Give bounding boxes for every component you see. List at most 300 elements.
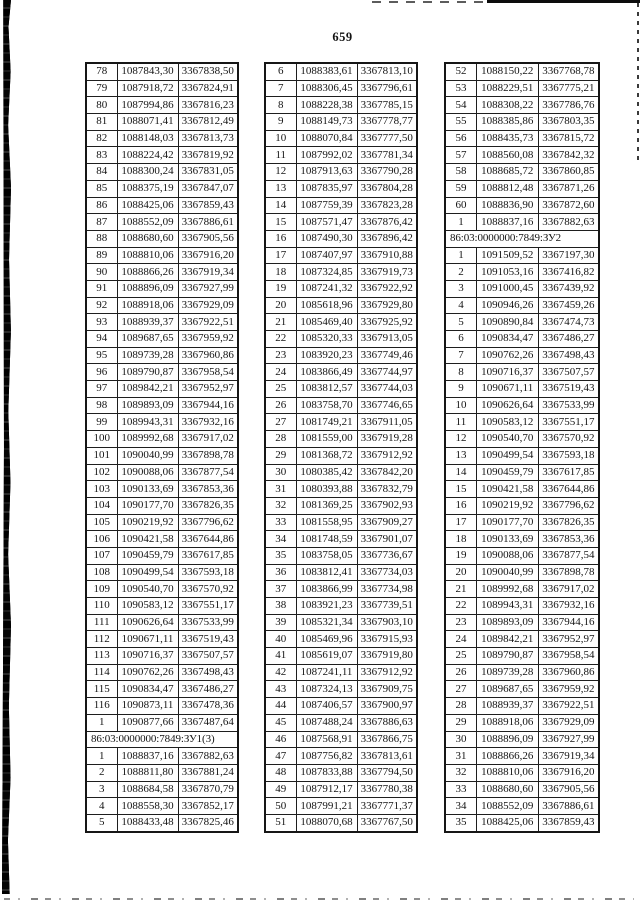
table-row (265, 397, 417, 414)
table-row (86, 130, 238, 147)
coordinate-y: 3367919,80 (357, 648, 417, 665)
table-row (265, 598, 417, 615)
table-row (445, 598, 599, 615)
table-row (265, 447, 417, 464)
coordinate-y: 3367919,34 (178, 264, 238, 281)
table-row (445, 414, 599, 431)
coordinate-y: 3367898,78 (538, 564, 599, 581)
coordinate-y: 3367197,30 (538, 247, 599, 264)
point-number: 32 (265, 497, 296, 514)
coordinate-x: 1089687,65 (476, 681, 538, 698)
point-number: 24 (265, 364, 296, 381)
point-number: 16 (265, 230, 296, 247)
coordinate-x: 1090499,54 (476, 447, 538, 464)
coordinate-table-right (444, 62, 600, 833)
coordinate-y: 3367474,73 (538, 314, 599, 331)
point-number: 17 (445, 514, 476, 531)
point-number: 7 (265, 80, 296, 97)
coordinate-y: 3367785,15 (357, 97, 417, 114)
coordinate-x: 1090219,92 (117, 514, 178, 531)
table-row (445, 531, 599, 548)
point-number: 39 (265, 614, 296, 631)
table-row (265, 698, 417, 715)
coordinate-x: 1090626,64 (476, 397, 538, 414)
point-number: 19 (445, 547, 476, 564)
point-number: 23 (445, 614, 476, 631)
coordinate-x: 1088812,48 (476, 180, 538, 197)
table-row (445, 681, 599, 698)
point-number: 52 (445, 63, 476, 80)
coordinate-x: 1088810,06 (117, 247, 178, 264)
table-row (265, 481, 417, 498)
table-row (86, 397, 238, 414)
table-row (445, 698, 599, 715)
coordinate-y: 3367922,51 (178, 314, 238, 331)
coordinate-x: 1087918,72 (117, 80, 178, 97)
coordinate-x: 1090459,79 (117, 547, 178, 564)
table-row (265, 431, 417, 448)
coordinate-x: 1090583,12 (476, 414, 538, 431)
point-number: 1 (445, 214, 476, 231)
point-number: 45 (265, 714, 296, 731)
coordinate-x: 1085618,96 (296, 297, 357, 314)
point-number: 28 (265, 431, 296, 448)
table-row (445, 381, 599, 398)
parcel-header-row (86, 731, 238, 748)
coordinate-x: 1088918,06 (117, 297, 178, 314)
point-number: 18 (265, 264, 296, 281)
table-row (445, 648, 599, 665)
coordinate-x: 1087991,21 (296, 798, 357, 815)
coordinate-x: 1083920,23 (296, 347, 357, 364)
table-row (86, 764, 238, 781)
table-row (445, 447, 599, 464)
coordinate-y: 3367847,07 (178, 180, 238, 197)
table-row (86, 97, 238, 114)
table-row (445, 614, 599, 631)
coordinate-y: 3367826,35 (178, 497, 238, 514)
table-row (445, 664, 599, 681)
coordinate-x: 1083866,99 (296, 581, 357, 598)
point-number: 5 (445, 314, 476, 331)
coordinate-x: 1088385,86 (476, 114, 538, 131)
point-number: 86 (86, 197, 117, 214)
point-number: 37 (265, 581, 296, 598)
point-number: 102 (86, 464, 117, 481)
coordinate-y: 3367813,61 (357, 748, 417, 765)
coordinate-y: 3367736,67 (357, 547, 417, 564)
coordinate-y: 3367744,97 (357, 364, 417, 381)
coordinate-x: 1088866,26 (117, 264, 178, 281)
point-number: 26 (265, 397, 296, 414)
coordinate-y: 3367815,72 (538, 130, 599, 147)
coordinate-y: 3367919,28 (357, 431, 417, 448)
table-row (86, 547, 238, 564)
point-number: 33 (265, 514, 296, 531)
coordinate-y: 3367796,62 (178, 514, 238, 531)
coordinate-y: 3367901,07 (357, 531, 417, 548)
coordinate-y: 3367877,54 (178, 464, 238, 481)
table-row (265, 97, 417, 114)
coordinate-y: 3367909,27 (357, 514, 417, 531)
table-row (86, 63, 238, 80)
coordinate-y: 3367905,56 (538, 781, 599, 798)
point-number: 6 (265, 63, 296, 80)
coordinate-x: 1088150,22 (476, 63, 538, 80)
coordinate-y: 3367775,21 (538, 80, 599, 97)
coordinate-x: 1090133,69 (476, 531, 538, 548)
coordinate-y: 3367593,18 (178, 564, 238, 581)
table-row (445, 80, 599, 97)
point-number: 79 (86, 80, 117, 97)
point-number: 21 (265, 314, 296, 331)
point-number: 11 (445, 414, 476, 431)
coordinate-x: 1087407,97 (296, 247, 357, 264)
coordinate-y: 3367767,50 (357, 814, 417, 831)
point-number: 43 (265, 681, 296, 698)
coordinate-x: 1081369,25 (296, 497, 357, 514)
coordinate-y: 3367478,36 (178, 698, 238, 715)
table-row (86, 180, 238, 197)
table-row (265, 63, 417, 80)
coordinate-x: 1088680,60 (117, 230, 178, 247)
point-number: 89 (86, 247, 117, 264)
table-row (445, 97, 599, 114)
coordinate-y: 3367824,91 (178, 80, 238, 97)
table-row (86, 447, 238, 464)
coordinate-x: 1088425,06 (117, 197, 178, 214)
coordinate-x: 1090421,58 (117, 531, 178, 548)
point-number: 40 (265, 631, 296, 648)
point-number: 105 (86, 514, 117, 531)
coordinate-y: 3367771,37 (357, 798, 417, 815)
coordinate-y: 3367416,82 (538, 264, 599, 281)
coordinate-x: 1090890,84 (476, 314, 538, 331)
point-number: 103 (86, 481, 117, 498)
point-number: 96 (86, 364, 117, 381)
table-row (265, 264, 417, 281)
point-number: 38 (265, 598, 296, 615)
table-row (265, 414, 417, 431)
point-number: 93 (86, 314, 117, 331)
coordinate-x: 1085469,96 (296, 631, 357, 648)
coordinate-x: 1090088,06 (117, 464, 178, 481)
coordinate-x: 1088866,26 (476, 748, 538, 765)
coordinate-y: 3367870,79 (178, 781, 238, 798)
coordinate-y: 3367487,64 (178, 714, 238, 731)
cadastral-number-header: 86:03:0000000:7849:ЗУ2 (445, 230, 599, 247)
coordinate-y: 3367486,27 (538, 331, 599, 348)
point-number: 80 (86, 97, 117, 114)
coordinate-y: 3367507,57 (538, 364, 599, 381)
coordinate-y: 3367768,78 (538, 63, 599, 80)
table-row (445, 297, 599, 314)
coordinate-y: 3367958,54 (178, 364, 238, 381)
table-row (265, 514, 417, 531)
point-number: 98 (86, 397, 117, 414)
coordinate-x: 1090877,66 (117, 714, 178, 731)
coordinate-y: 3367786,76 (538, 97, 599, 114)
coordinate-x: 1088224,42 (117, 147, 178, 164)
coordinate-y: 3367439,92 (538, 280, 599, 297)
point-number: 18 (445, 531, 476, 548)
coordinate-y: 3367927,99 (538, 731, 599, 748)
coordinate-x: 1087324,85 (296, 264, 357, 281)
coordinate-table-middle (264, 62, 418, 833)
coordinate-y: 3367915,93 (357, 631, 417, 648)
table-row (86, 280, 238, 297)
table-row (445, 764, 599, 781)
point-number: 106 (86, 531, 117, 548)
coordinate-y: 3367852,17 (178, 798, 238, 815)
point-number: 8 (445, 364, 476, 381)
point-number: 1 (445, 247, 476, 264)
coordinate-x: 1088896,09 (117, 280, 178, 297)
coordinate-x: 1083758,70 (296, 397, 357, 414)
coordinate-x: 1081748,59 (296, 531, 357, 548)
table-row (86, 230, 238, 247)
point-number: 17 (265, 247, 296, 264)
coordinate-x: 1089893,09 (117, 397, 178, 414)
table-row (445, 581, 599, 598)
point-number: 15 (265, 214, 296, 231)
table-row (86, 531, 238, 548)
point-number: 116 (86, 698, 117, 715)
point-number: 34 (265, 531, 296, 548)
coordinate-x: 1089893,09 (476, 614, 538, 631)
coordinate-x: 1090133,69 (117, 481, 178, 498)
coordinate-y: 3367790,28 (357, 164, 417, 181)
point-number: 44 (265, 698, 296, 715)
table-row (265, 214, 417, 231)
coordinate-x: 1080393,88 (296, 481, 357, 498)
point-number: 78 (86, 63, 117, 80)
coordinate-x: 1088836,90 (476, 197, 538, 214)
point-number: 10 (265, 130, 296, 147)
point-number: 88 (86, 230, 117, 247)
coordinate-y: 3367859,43 (538, 814, 599, 831)
point-number: 26 (445, 664, 476, 681)
coordinate-y: 3367778,77 (357, 114, 417, 131)
table-row (445, 464, 599, 481)
coordinate-y: 3367909,75 (357, 681, 417, 698)
table-row (265, 814, 417, 831)
coordinate-x: 1089943,31 (476, 598, 538, 615)
table-row (265, 748, 417, 765)
point-number: 99 (86, 414, 117, 431)
coordinate-y: 3367796,61 (357, 80, 417, 97)
coordinate-x: 1088939,37 (117, 314, 178, 331)
point-number: 23 (265, 347, 296, 364)
coordinate-y: 3367881,24 (178, 764, 238, 781)
coordinate-y: 3367917,02 (538, 581, 599, 598)
table-row (86, 147, 238, 164)
table-row (86, 648, 238, 665)
table-row (445, 147, 599, 164)
table-row (86, 564, 238, 581)
point-number: 35 (445, 814, 476, 831)
table-row (86, 748, 238, 765)
coordinate-y: 3367912,92 (357, 664, 417, 681)
coordinate-x: 1089687,65 (117, 331, 178, 348)
table-row (86, 781, 238, 798)
point-number: 29 (445, 714, 476, 731)
coordinate-x: 1081558,95 (296, 514, 357, 531)
point-number: 22 (265, 331, 296, 348)
point-number: 4 (445, 297, 476, 314)
coordinate-y: 3367777,50 (357, 130, 417, 147)
coordinate-x: 1087994,86 (117, 97, 178, 114)
point-number: 83 (86, 147, 117, 164)
coordinate-x: 1091053,16 (476, 264, 538, 281)
table-row (445, 63, 599, 80)
table-row (265, 147, 417, 164)
coordinate-y: 3367644,86 (178, 531, 238, 548)
coordinate-x: 1088552,09 (476, 798, 538, 815)
table-row (265, 648, 417, 665)
coordinate-x: 1089790,87 (117, 364, 178, 381)
table-row (265, 114, 417, 131)
coordinate-y: 3367459,26 (538, 297, 599, 314)
point-number: 12 (445, 431, 476, 448)
table-row (265, 297, 417, 314)
coordinate-y: 3367570,92 (538, 431, 599, 448)
coordinate-x: 1090762,26 (117, 664, 178, 681)
coordinate-y: 3367794,50 (357, 764, 417, 781)
coordinate-x: 1089739,28 (476, 664, 538, 681)
coordinate-y: 3367498,43 (538, 347, 599, 364)
point-number: 46 (265, 731, 296, 748)
coordinate-x: 1087992,02 (296, 147, 357, 164)
table-row (86, 798, 238, 815)
coordinate-y: 3367813,10 (357, 63, 417, 80)
table-row (445, 331, 599, 348)
scan-top-edge-artifact (487, 0, 640, 3)
coordinate-y: 3367519,43 (538, 381, 599, 398)
point-number: 47 (265, 748, 296, 765)
coordinate-x: 1087843,30 (117, 63, 178, 80)
table-row (445, 264, 599, 281)
coordinate-x: 1087756,82 (296, 748, 357, 765)
point-number: 13 (265, 180, 296, 197)
coordinate-y: 3367929,09 (178, 297, 238, 314)
table-row (445, 347, 599, 364)
table-row (86, 414, 238, 431)
coordinate-y: 3367960,86 (538, 664, 599, 681)
table-row (86, 581, 238, 598)
coordinate-x: 1090946,26 (476, 297, 538, 314)
coordinate-y: 3367882,63 (538, 214, 599, 231)
point-number: 57 (445, 147, 476, 164)
coordinate-x: 1087324,13 (296, 681, 357, 698)
coordinate-x: 1088306,45 (296, 80, 357, 97)
coordinate-x: 1087833,88 (296, 764, 357, 781)
coordinate-y: 3367519,43 (178, 631, 238, 648)
point-number: 91 (86, 280, 117, 297)
coordinate-x: 1088149,73 (296, 114, 357, 131)
point-number: 58 (445, 164, 476, 181)
coordinate-x: 1087759,39 (296, 197, 357, 214)
table-row (265, 631, 417, 648)
point-number: 25 (445, 648, 476, 665)
coordinate-x: 1090626,64 (117, 614, 178, 631)
point-number: 15 (445, 481, 476, 498)
coordinate-y: 3367860,85 (538, 164, 599, 181)
point-number: 107 (86, 547, 117, 564)
coordinate-y: 3367886,63 (357, 714, 417, 731)
coordinate-y: 3367929,80 (357, 297, 417, 314)
coordinate-y: 3367919,73 (357, 264, 417, 281)
coordinate-x: 1087568,91 (296, 731, 357, 748)
coordinate-x: 1088300,24 (117, 164, 178, 181)
coordinate-x: 1088308,22 (476, 97, 538, 114)
coordinate-x: 1087406,57 (296, 698, 357, 715)
coordinate-y: 3367944,16 (178, 397, 238, 414)
table-row (86, 814, 238, 831)
point-number: 90 (86, 264, 117, 281)
point-number: 101 (86, 447, 117, 464)
table-row (86, 431, 238, 448)
table-row (445, 314, 599, 331)
coordinate-y: 3367919,34 (538, 748, 599, 765)
page-number: 659 (332, 30, 353, 44)
coordinate-x: 1085321,34 (296, 614, 357, 631)
point-number: 10 (445, 397, 476, 414)
coordinate-x: 1085320,33 (296, 331, 357, 348)
coordinate-x: 1090177,70 (476, 514, 538, 531)
point-number: 14 (265, 197, 296, 214)
coordinate-x: 1087241,11 (296, 664, 357, 681)
coordinate-y: 3367734,03 (357, 564, 417, 581)
coordinate-x: 1090716,37 (476, 364, 538, 381)
coordinate-y: 3367744,03 (357, 381, 417, 398)
coordinate-y: 3367796,62 (538, 497, 599, 514)
coordinate-y: 3367959,92 (178, 331, 238, 348)
table-row (86, 614, 238, 631)
coordinate-y: 3367896,42 (357, 230, 417, 247)
coordinate-y: 3367593,18 (538, 447, 599, 464)
point-number: 9 (265, 114, 296, 131)
coordinate-y: 3367486,27 (178, 681, 238, 698)
table-row (265, 664, 417, 681)
point-number: 19 (265, 280, 296, 297)
coordinate-x: 1090040,99 (476, 564, 538, 581)
coordinate-y: 3367902,93 (357, 497, 417, 514)
table-row (265, 280, 417, 297)
coordinate-y: 3367838,50 (178, 63, 238, 80)
coordinate-x: 1090762,26 (476, 347, 538, 364)
point-number: 41 (265, 648, 296, 665)
point-number: 109 (86, 581, 117, 598)
point-number: 92 (86, 297, 117, 314)
point-number: 2 (86, 764, 117, 781)
point-number: 82 (86, 130, 117, 147)
point-number: 31 (445, 748, 476, 765)
table-row (265, 331, 417, 348)
point-number: 35 (265, 547, 296, 564)
coordinate-y: 3367617,85 (178, 547, 238, 564)
point-number: 25 (265, 381, 296, 398)
table-row (445, 197, 599, 214)
point-number: 3 (86, 781, 117, 798)
coordinate-x: 1090177,70 (117, 497, 178, 514)
coordinate-y: 3367739,51 (357, 598, 417, 615)
point-number: 11 (265, 147, 296, 164)
coordinate-x: 1083812,41 (296, 564, 357, 581)
coordinate-x: 1087241,32 (296, 280, 357, 297)
coordinate-y: 3367944,16 (538, 614, 599, 631)
table-row (445, 514, 599, 531)
